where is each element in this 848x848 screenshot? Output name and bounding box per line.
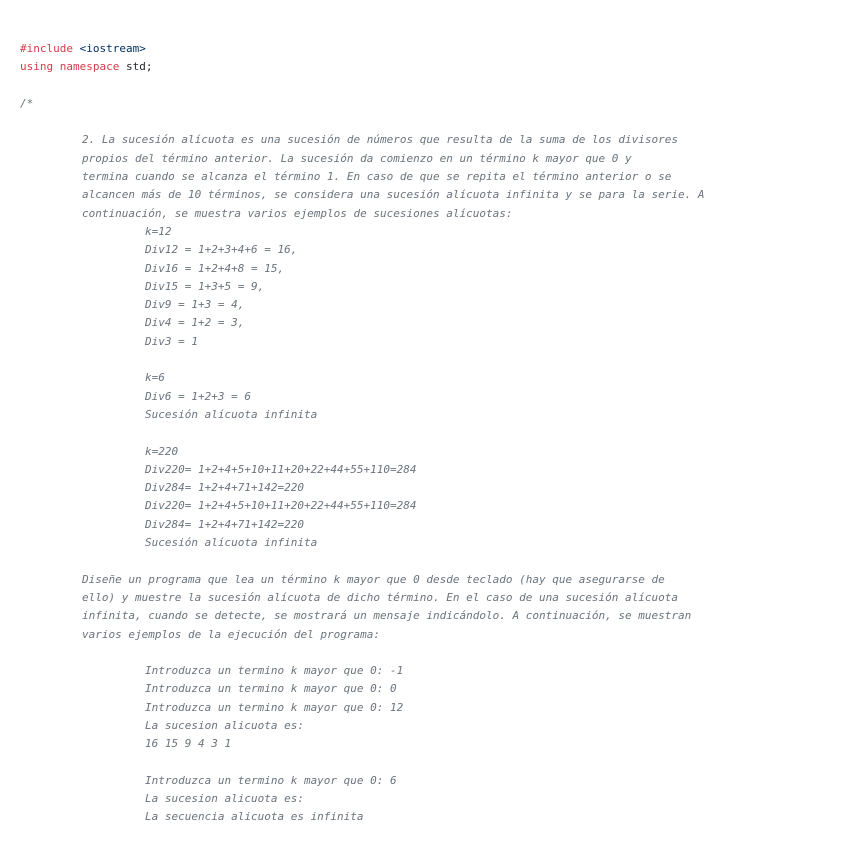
- comment-line: varios ejemplos de la ejecución del programa:: [82, 627, 381, 641]
- comment-line: ello) y muestre la sucesión alícuota de dicho término. En el caso de una sucesión alícuota: [82, 590, 679, 604]
- blank-line: [20, 552, 705, 570]
- comment-line: Div220= 1+2+4+5+10+11+20+22+44+55+110=284: [145, 462, 417, 476]
- comment-line: Sucesión alícuota infinita: [145, 536, 318, 550]
- comment-line: Div6 = 1+2+3 = 6: [145, 389, 251, 403]
- comment-line: Sucesión alícuota infinita: [145, 407, 318, 421]
- comment-line: Div4 = 1+2 = 3,: [145, 316, 245, 330]
- comment-line: Div220= 1+2+4+5+10+11+20+22+44+55+110=284: [145, 499, 417, 513]
- comment-line: Div9 = 1+3 = 4,: [145, 298, 245, 312]
- code-line-include: [20, 40, 705, 58]
- blank-line: [20, 754, 705, 772]
- comment-line: k=220: [145, 444, 179, 458]
- comment-line: Div15 = 1+3+5 = 9,: [145, 279, 265, 293]
- blank-line: [20, 77, 705, 95]
- comment-line: Div16 = 1+2+4+8 = 15,: [145, 261, 285, 275]
- comment-line: Diseñe un programa que lea un término k mayor que 0 desde teclado (hay que asegurarse de: [82, 572, 665, 586]
- comment-line: 16 15 9 4 3 1: [145, 737, 232, 751]
- blank-line: [20, 351, 705, 369]
- comment-line: 2. La sucesión alícuota es una sucesión de números que resulta de la suma de los divisores: [82, 133, 679, 147]
- comment-line: La sucesion alicuota es:: [145, 718, 304, 732]
- comment-line: La secuencia alicuota es infinita: [145, 810, 364, 824]
- comment-line: Div12 = 1+2+3+4+6 = 16,: [145, 243, 298, 257]
- comment-line: Div284= 1+2+4+71+142=220: [145, 481, 304, 495]
- comment-line: Introduzca un termino k mayor que 0: 12: [145, 700, 404, 714]
- blank-line: [20, 644, 705, 662]
- comment-line: alcancen más de 10 términos, se considera una sucesión alícuota infinita y se para la serie. A: [82, 188, 705, 202]
- using-keyword: using: [20, 60, 54, 74]
- comment-line: Div284= 1+2+4+71+142=220: [145, 517, 304, 531]
- namespace-keyword: namespace: [59, 60, 120, 74]
- comment-line: Introduzca un termino k mayor que 0: -1: [145, 664, 404, 678]
- blank-line: [20, 113, 705, 131]
- comment-open: /*: [20, 96, 34, 110]
- comment-line: continuación, se muestra varios ejemplos de sucesiones alícuotas:: [82, 206, 513, 220]
- include-directive: #include: [20, 42, 73, 55]
- comment-line: Introduzca un termino k mayor que 0: 6: [145, 773, 397, 787]
- namespace-name: std;: [125, 60, 153, 74]
- comment-line: termina cuando se alcanza el término 1. En caso de que se repita el término anterior o se: [82, 170, 672, 184]
- code-editor[interactable]: [20, 40, 705, 827]
- comment-line: Introduzca un termino k mayor que 0: 0: [145, 682, 397, 696]
- blank-line: [20, 424, 705, 442]
- code-line-using: [20, 58, 705, 76]
- comment-line: k=6: [145, 371, 165, 385]
- comment-line: k=12: [145, 224, 172, 238]
- comment-line: infinita, cuando se detecte, se mostrará un mensaje indicándolo. A continuación, se muestran: [82, 609, 692, 623]
- comment-line: propios del término anterior. La sucesión da comienzo en un término k mayor que 0 y: [82, 151, 632, 165]
- comment-line: Div3 = 1: [145, 334, 198, 348]
- comment-line: La sucesion alicuota es:: [145, 792, 304, 806]
- include-header: <iostream>: [79, 42, 146, 55]
